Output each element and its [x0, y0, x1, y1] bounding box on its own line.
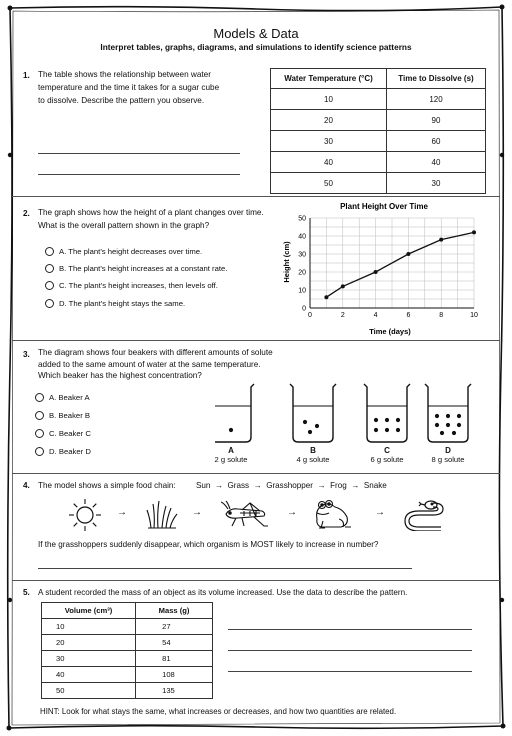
hint-text: HINT: Look for what stays the same, what increases or decreases, and how two quantities are related. [40, 707, 397, 716]
food-chain-text [196, 481, 387, 490]
q1-text-line: The table shows the relationship between water [38, 70, 211, 79]
radio-button[interactable] [45, 247, 54, 256]
solute-dot [385, 418, 389, 422]
q3-text [38, 347, 338, 382]
chain-item: Frog [330, 481, 347, 490]
data-point [439, 238, 443, 242]
solute-dot [446, 414, 450, 418]
section-divider [12, 196, 500, 197]
sun-icon [67, 497, 103, 533]
q2-number: 2. [23, 209, 30, 218]
q3-option-d[interactable]: D. Beaker D [35, 447, 91, 456]
x-tick-label: 8 [439, 312, 444, 319]
chart-series [324, 230, 476, 299]
table-row: 40 40 [271, 152, 486, 173]
y-tick-label: 0 [302, 305, 306, 313]
beaker-label-c: C 6 g solute [370, 446, 404, 464]
q1-answer-line[interactable] [38, 153, 240, 154]
solute-dot [385, 428, 389, 432]
radio-button[interactable] [35, 411, 44, 420]
q3-number: 3. [23, 350, 30, 359]
grasshopper-icon [220, 500, 270, 530]
page-subtitle: Interpret tables, graphs, diagrams, and simulations to identify science patterns [100, 42, 412, 52]
solute-dot [315, 424, 319, 428]
x-tick-label: 2 [340, 312, 345, 319]
arrow-icon: → [117, 507, 127, 518]
solute-dot [457, 423, 461, 427]
y-tick-label: 20 [298, 269, 306, 277]
q2-text-line: What is the overall pattern shown in the graph? [38, 221, 210, 230]
q2-text [38, 206, 298, 232]
section-divider [12, 473, 500, 474]
chain-arrow: → [253, 481, 262, 490]
solute-dot [446, 423, 450, 427]
q5-data-table [41, 602, 213, 699]
q4-text: The model shows a simple food chain: [38, 481, 176, 490]
data-point [341, 284, 345, 288]
q3-text-line: added to the same amount of water at the same temperature. [38, 359, 261, 369]
x-tick-label: 4 [373, 312, 378, 319]
solute-dot [435, 423, 439, 427]
q5-number: 5. [23, 588, 30, 597]
x-tick-label: 0 [308, 312, 312, 319]
solute-dot [452, 431, 456, 435]
q1-data-table [270, 68, 486, 194]
chart-y-axis-label: Height (cm) [282, 241, 291, 283]
chain-arrow: → [214, 481, 223, 490]
q1-number: 1. [23, 71, 30, 80]
data-point [406, 252, 410, 256]
beakers-diagram [215, 382, 485, 444]
arrow-icon: → [375, 507, 385, 518]
grass-icon [145, 498, 179, 532]
section-divider [12, 580, 500, 581]
table-row: 20 90 [271, 110, 486, 131]
table-row: 30 81 [42, 651, 213, 667]
section-divider [12, 340, 500, 341]
q3-option-a[interactable]: A. Beaker A [35, 393, 90, 402]
beaker-a [215, 384, 254, 442]
chain-arrow: → [317, 481, 326, 490]
data-point [472, 230, 476, 234]
q2-text-line: The graph shows how the height of a plant changes over time. [38, 208, 264, 217]
q2-option-a[interactable]: A. The plant's height decreases over time. [45, 247, 202, 256]
radio-button[interactable] [35, 393, 44, 402]
chart-x-axis-label: Time (days) [369, 327, 411, 336]
solute-dot [440, 431, 444, 435]
solute-dot [435, 414, 439, 418]
q3-option-b[interactable]: B. Beaker B [35, 411, 90, 420]
radio-button[interactable] [45, 299, 54, 308]
q5-text: A student recorded the mass of an object as its volume increased. Use the data to describe the pattern. [38, 588, 408, 597]
chain-item: Sun [196, 481, 211, 490]
table-header: Mass (g) [136, 603, 213, 619]
beaker-label-d: D 8 g solute [431, 446, 465, 464]
y-tick-label: 50 [298, 215, 306, 223]
solute-dot [303, 420, 307, 424]
q5-answer-line[interactable] [228, 671, 472, 672]
radio-button[interactable] [45, 264, 54, 273]
x-tick-label: 10 [470, 312, 478, 319]
snake-icon [403, 497, 447, 531]
solute-dot [374, 418, 378, 422]
frog-icon [311, 497, 353, 531]
data-point [324, 295, 328, 299]
q2-option-c[interactable]: C. The plant's height increases, then levels off. [45, 281, 218, 290]
q1-text [38, 68, 258, 107]
solute-dot [396, 418, 400, 422]
y-tick-label: 30 [298, 251, 306, 259]
series-line [326, 232, 474, 297]
q5-answer-line[interactable] [228, 650, 472, 651]
y-tick-label: 10 [298, 287, 306, 295]
q5-answer-line[interactable] [228, 629, 472, 630]
data-point [374, 270, 378, 274]
chain-item: Grass [227, 481, 250, 490]
q1-answer-line[interactable] [38, 174, 240, 175]
radio-button[interactable] [45, 281, 54, 290]
x-tick-label: 6 [406, 312, 411, 319]
table-header: Volume (cm³) [42, 603, 136, 619]
plant-height-chart [280, 198, 490, 340]
q4-answer-line[interactable] [38, 568, 412, 569]
page-title: Models & Data [213, 26, 299, 41]
radio-button[interactable] [35, 429, 44, 438]
table-row: 30 60 [271, 131, 486, 152]
y-tick-label: 40 [298, 233, 306, 241]
q3-text-line: Which beaker has the highest concentration? [38, 371, 202, 380]
chain-item: Snake [363, 481, 387, 490]
chart-axes [298, 216, 478, 320]
q1-text-line: to dissolve. Describe the pattern you observe. [38, 96, 205, 105]
q2-option-b[interactable]: B. The plant's height increases at a constant rate. [45, 264, 227, 273]
beaker-d [425, 384, 471, 442]
beaker-label-a: A 2 g solute [214, 446, 248, 464]
beaker-label-b: B 4 g solute [296, 446, 330, 464]
solute-dot [396, 428, 400, 432]
q3-text-line: The diagram shows four beakers with different amounts of solute [38, 348, 273, 357]
q2-option-d[interactable]: D. The plant's height stays the same. [45, 299, 185, 308]
solute-dot [229, 428, 233, 432]
chain-item: Grasshopper [266, 481, 313, 490]
table-row: 20 54 [42, 635, 213, 651]
radio-button[interactable] [35, 447, 44, 456]
chain-arrow: → [351, 481, 360, 490]
table-row: 50 30 [271, 173, 486, 194]
q1-text-line: temperature and the time it takes for a sugar cube [38, 83, 220, 92]
q4-number: 4. [23, 481, 30, 490]
arrow-icon: → [192, 507, 202, 518]
arrow-icon: → [287, 507, 297, 518]
table-row: 10 120 [271, 89, 486, 110]
solute-dot [374, 428, 378, 432]
table-header: Water Temperature (°C) [271, 69, 387, 89]
solute-dot [457, 414, 461, 418]
beaker-b [290, 384, 336, 442]
q4-question: If the grasshoppers suddenly disappear, which organism is MOST likely to increase in number? [38, 540, 379, 549]
table-row: 50 135 [42, 683, 213, 699]
beaker-c [364, 384, 410, 442]
table-row: 10 27 [42, 619, 213, 635]
chart-title: Plant Height Over Time [340, 202, 428, 211]
table-header: Time to Dissolve (s) [386, 69, 485, 89]
solute-dot [308, 430, 312, 434]
table-row: 40 108 [42, 667, 213, 683]
q3-option-c[interactable]: C. Beaker C [35, 429, 91, 438]
